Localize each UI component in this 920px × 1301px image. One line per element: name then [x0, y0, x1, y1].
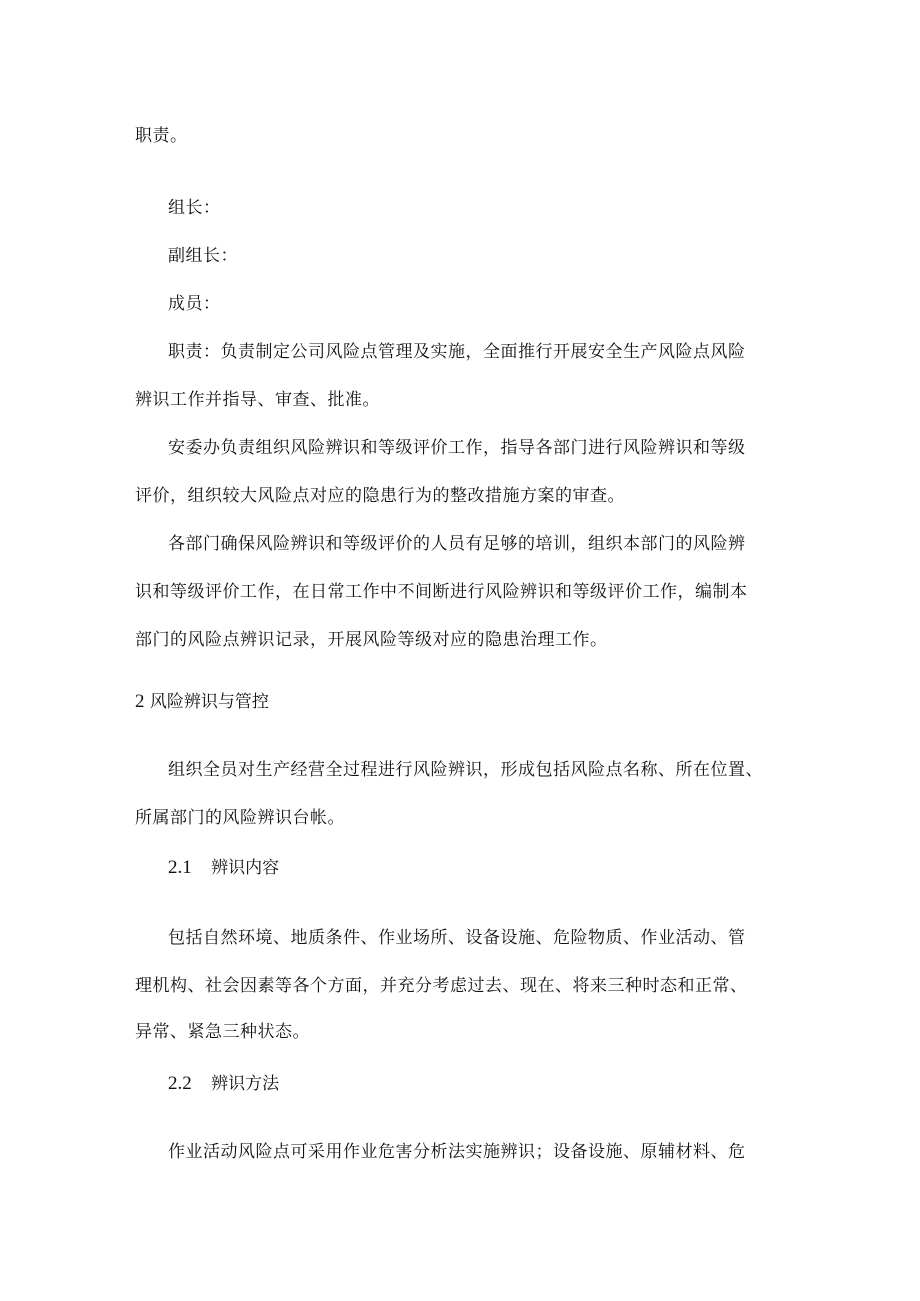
- text-line: 异常、紧急三种状态。: [135, 1022, 310, 1042]
- text-line: 职责：负责制定公司风险点管理及实施，全面推行开展安全生产风险点风险: [168, 342, 746, 362]
- text-line: 评价，组织较大风险点对应的隐患行为的整改措施方案的审查。: [135, 486, 625, 506]
- section-heading-2-1: [168, 856, 279, 880]
- text-line: 作业活动风险点可采用作业危害分析法实施辨识；设备设施、原辅材料、危: [168, 1142, 746, 1162]
- text-line: 包括自然环境、地质条件、作业场所、设备设施、危险物质、作业活动、管: [168, 928, 746, 948]
- text-line: 识和等级评价工作，在日常工作中不间断进行风险辨识和等级评价工作，编制本: [135, 582, 748, 602]
- text-line: 安委办负责组织风险辨识和等级评价工作，指导各部门进行风险辨识和等级: [168, 438, 746, 458]
- text-line: 成员：: [168, 294, 221, 314]
- section-number: 2.2: [168, 1073, 192, 1094]
- section-heading-2-2: [168, 1072, 279, 1096]
- text-line: 各部门确保风险辨识和等级评价的人员有足够的培训，组织本部门的风险辨: [168, 534, 746, 554]
- text-line: 副组长：: [168, 246, 238, 266]
- text-line: 理机构、社会因素等各个方面，并充分考虑过去、现在、将来三种时态和正常、: [135, 976, 748, 996]
- section-number: 2: [135, 691, 145, 712]
- section-title: 辨识内容: [211, 858, 280, 878]
- section-heading-2: [135, 690, 269, 714]
- section-title: 辨识方法: [211, 1074, 280, 1094]
- section-number: 2.1: [168, 857, 192, 878]
- text-line: 组长：: [168, 198, 221, 218]
- text-line: 职责。: [135, 126, 188, 146]
- text-line: 组织全员对生产经营全过程进行风险辨识，形成包括风险点名称、所在位置、: [168, 760, 763, 780]
- text-line: 部门的风险点辨识记录，开展风险等级对应的隐患治理工作。: [135, 630, 608, 650]
- text-line: 辨识工作并指导、审查、批准。: [135, 390, 380, 410]
- text-line: 所属部门的风险辨识台帐。: [135, 808, 345, 828]
- section-title: 风险辨识与管控: [149, 692, 269, 712]
